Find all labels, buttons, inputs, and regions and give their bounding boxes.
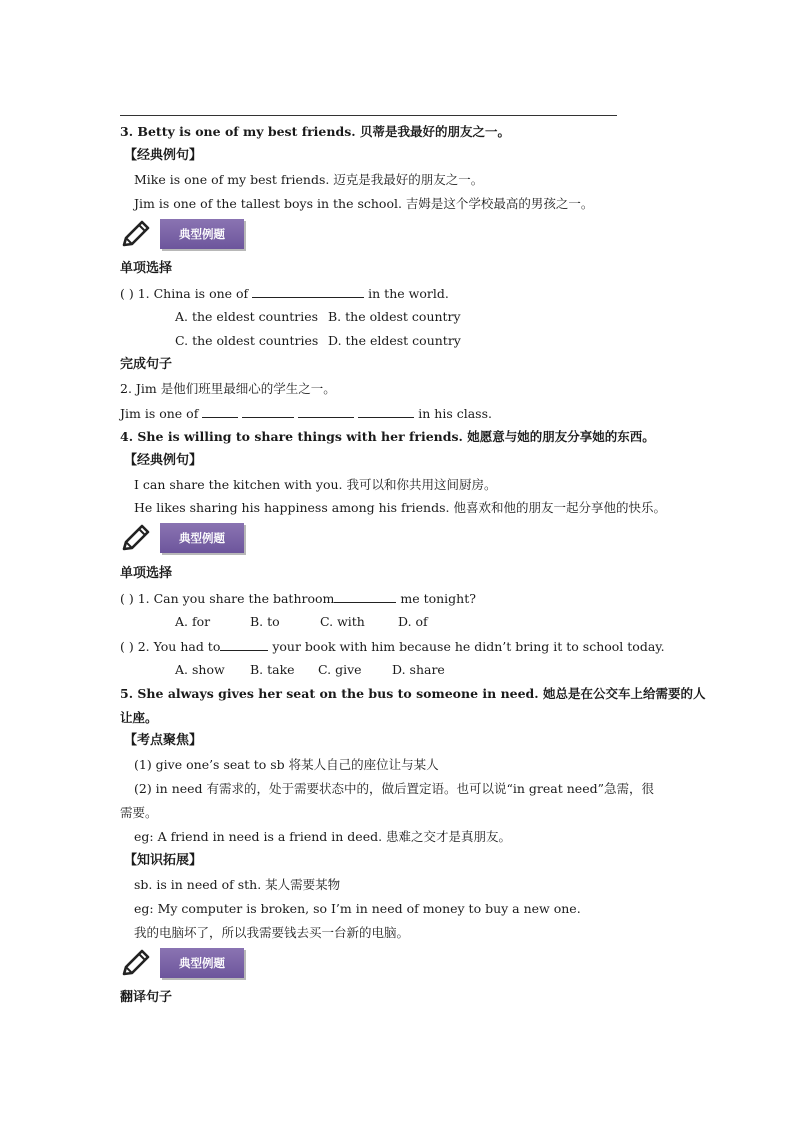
- section-4-example-1: I can share the kitchen with you. 我可以和你共用这间厨房。: [134, 477, 497, 492]
- option-a: A. for: [175, 614, 211, 629]
- section-3-mc-title: 单项选择: [120, 261, 173, 276]
- question-text: ( ) 1. China is one of: [120, 286, 249, 301]
- answer-blank[interactable]: [298, 405, 354, 418]
- answer-blank[interactable]: [358, 405, 414, 418]
- option-b: B. the oldest country: [328, 309, 461, 324]
- option-a: A. the eldest countries: [175, 309, 319, 324]
- header-rule: [120, 115, 617, 116]
- answer-blank[interactable]: [334, 590, 396, 603]
- section-5-focus-2-cont: 需要。: [120, 805, 158, 820]
- section-4-mc-title: 单项选择: [120, 566, 173, 581]
- section-4-question-1: [120, 590, 476, 607]
- option-d: D. share: [392, 662, 445, 677]
- section-5-example-2-cn: 我的电脑坏了，所以我需要钱去买一台新的电脑。: [134, 925, 410, 940]
- pencil-icon: [120, 219, 154, 249]
- section-4-question-2: [120, 638, 665, 655]
- answer-blank[interactable]: [242, 405, 294, 418]
- option-b: B. to: [250, 614, 280, 629]
- option-a: A. show: [175, 662, 225, 677]
- option-b: B. take: [250, 662, 295, 677]
- typical-example-banner-1: [118, 217, 248, 251]
- banner-label: 典型例题: [160, 219, 244, 249]
- banner-label: 典型例题: [160, 948, 244, 978]
- section-3-question-1: [120, 285, 449, 302]
- section-5-extension-1: sb. is in need of sth. 某人需要某物: [134, 877, 341, 892]
- section-5-heading-cont: 让座。: [120, 710, 158, 725]
- section-4-example-2: He likes sharing his happiness among his friends. 他喜欢和他的朋友一起分享他的快乐。: [134, 500, 666, 515]
- typical-example-banner-2: [118, 521, 248, 555]
- section-4-examples-title: 【经典例句】: [124, 453, 203, 468]
- answer-blank[interactable]: [202, 405, 238, 418]
- section-4-heading: 4. She is willing to share things with her friends. 她愿意与她的朋友分享她的东西。: [120, 429, 655, 444]
- section-5-focus-title: 【考点聚焦】: [124, 733, 203, 748]
- section-5-focus-2: (2) in need 有需求的，处于需要状态中的，做后置定语。也可以说“in great need”急需，很: [134, 781, 654, 796]
- section-5-example-2: eg: My computer is broken, so I’m in need of money to buy a new one.: [134, 901, 581, 916]
- section-3-example-2: Jim is one of the tallest boys in the school. 吉姆是这个学校最高的男孩之一。: [134, 196, 594, 211]
- answer-blank[interactable]: [220, 638, 268, 651]
- option-c: C. give: [318, 662, 362, 677]
- pencil-icon: [120, 523, 154, 553]
- section-3-examples-title: 【经典例句】: [124, 148, 203, 163]
- answer-suffix: in his class.: [418, 406, 492, 421]
- section-3-question-2: 2. Jim 是他们班里最细心的学生之一。: [120, 381, 336, 396]
- question-text-end: me tonight?: [400, 591, 476, 606]
- option-c: C. the oldest countries: [175, 333, 319, 348]
- option-d: D. the eldest country: [328, 333, 461, 348]
- question-text: ( ) 1. Can you share the bathroom: [120, 591, 335, 606]
- banner-label: 典型例题: [160, 523, 244, 553]
- section-3-heading: 3. Betty is one of my best friends. 贝蒂是我最好的朋友之一。: [120, 124, 510, 139]
- section-3-question-2-answer: [120, 405, 492, 422]
- section-5-extension-title: 【知识拓展】: [124, 853, 203, 868]
- option-c: C. with: [320, 614, 365, 629]
- section-5-heading: 5. She always gives her seat on the bus to someone in need. 她总是在公交车上给需要的人: [120, 686, 706, 701]
- question-text-end: in the world.: [368, 286, 449, 301]
- option-d: D. of: [398, 614, 428, 629]
- answer-blank[interactable]: [252, 285, 364, 298]
- section-5-example-1: eg: A friend in need is a friend in deed. 患难之交才是真朋友。: [134, 829, 512, 844]
- section-5-focus-1: (1) give one’s seat to sb 将某人自己的座位让与某人: [134, 757, 439, 772]
- question-text-end: your book with him because he didn’t bring it to school today.: [272, 639, 665, 654]
- section-5-translate-title: 翻译句子: [120, 990, 173, 1005]
- section-3-example-1: Mike is one of my best friends. 迈克是我最好的朋友之一。: [134, 172, 484, 187]
- typical-example-banner-3: [118, 946, 248, 980]
- question-text: ( ) 2. You had to: [120, 639, 221, 654]
- pencil-icon: [120, 948, 154, 978]
- answer-prefix: Jim is one of: [120, 406, 199, 421]
- section-3-complete-title: 完成句子: [120, 357, 173, 372]
